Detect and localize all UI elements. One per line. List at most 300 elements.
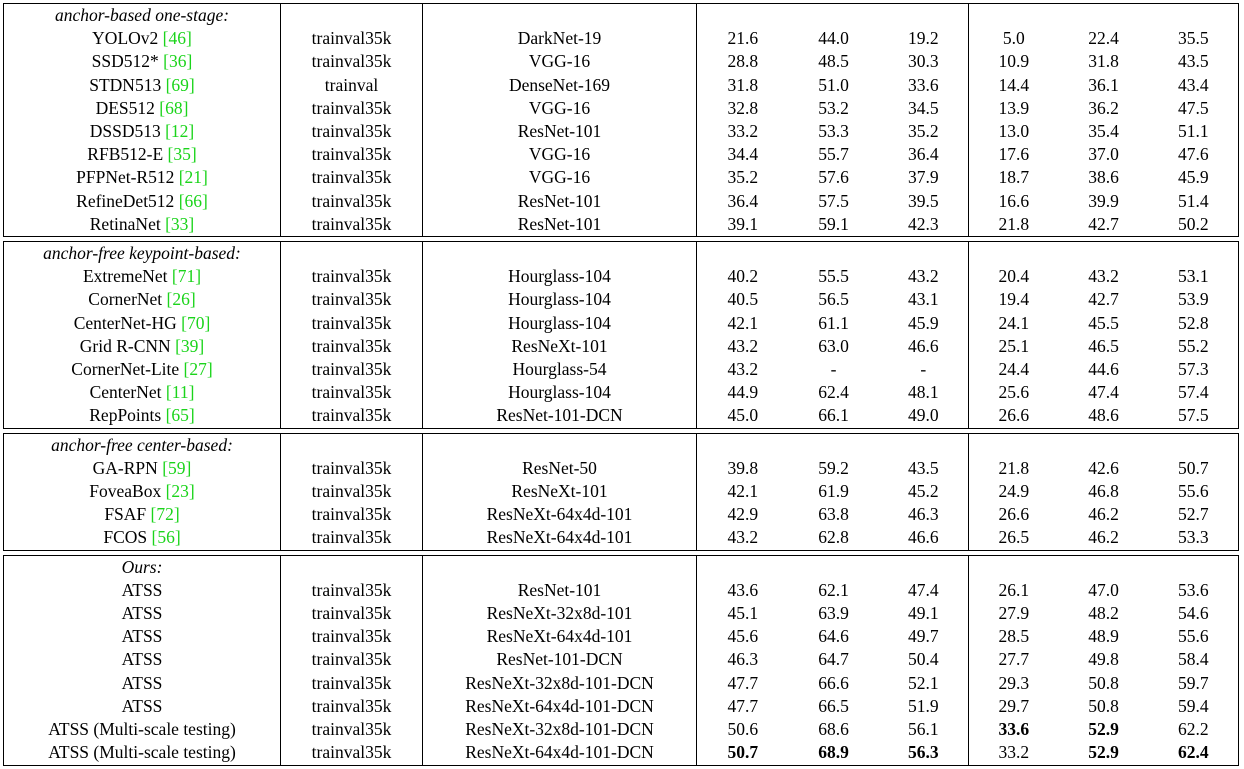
metric-value: 68.9 — [818, 742, 849, 763]
metric-value: 56.1 — [907, 719, 939, 740]
metric-value: 62.1 — [818, 579, 849, 600]
table-row — [4, 404, 1239, 428]
metric-value: 62.2 — [1177, 719, 1209, 740]
training-data: trainval35k — [311, 213, 392, 234]
metric-value: 48.6 — [1088, 405, 1119, 426]
metric-value: 66.6 — [818, 672, 849, 693]
metric-value: 30.3 — [907, 51, 939, 72]
empty-cell — [1059, 4, 1149, 28]
backbone-name: ResNet-101 — [517, 213, 602, 234]
method-name: RefineDet512 — [76, 190, 179, 211]
table-row — [4, 335, 1239, 358]
table-row — [4, 602, 1239, 625]
metric-value: 39.9 — [1088, 190, 1119, 211]
table-row — [4, 718, 1239, 741]
metric-cell — [969, 625, 1059, 648]
metric-value: 51.1 — [1177, 121, 1209, 142]
metric-cell — [789, 97, 879, 120]
method-name: GA-RPN — [92, 457, 163, 478]
training-data: trainval35k — [311, 672, 392, 693]
metric-cell — [969, 312, 1059, 335]
metric-cell — [1149, 312, 1239, 335]
backbone-cell — [423, 166, 697, 189]
metric-cell — [789, 625, 879, 648]
method-name: ATSS — [121, 695, 163, 716]
metric-value: 48.5 — [818, 51, 849, 72]
metric-value: 39.5 — [907, 190, 939, 211]
metric-value: 57.5 — [818, 190, 849, 211]
metric-value: 47.6 — [1177, 144, 1209, 165]
metric-cell — [1149, 695, 1239, 718]
metric-cell — [1149, 213, 1239, 237]
method-cell — [4, 625, 281, 648]
metric-cell — [697, 288, 789, 311]
backbone-cell — [423, 602, 697, 625]
metric-cell — [969, 358, 1059, 381]
metric-cell — [789, 213, 879, 237]
empty-cell — [789, 242, 879, 266]
table-row — [4, 166, 1239, 189]
section-header-row — [4, 242, 1239, 266]
metric-cell — [789, 120, 879, 143]
metric-value: 52.9 — [1088, 719, 1119, 740]
metric-cell — [1059, 503, 1149, 526]
method-name: FoveaBox — [89, 481, 166, 502]
metric-value: 55.6 — [1177, 481, 1209, 502]
metric-cell — [879, 27, 969, 50]
metric-cell — [1059, 143, 1149, 166]
empty-cell — [969, 555, 1059, 579]
backbone-cell — [423, 672, 697, 695]
metric-cell — [969, 741, 1059, 765]
metric-value: 46.6 — [907, 527, 939, 548]
data-cell — [281, 166, 423, 189]
metric-cell — [969, 672, 1059, 695]
method-name: RetinaNet — [89, 213, 166, 234]
backbone-cell — [423, 335, 697, 358]
metric-value: 49.0 — [907, 405, 939, 426]
method-cell — [4, 672, 281, 695]
method-cell — [4, 120, 281, 143]
metric-cell — [879, 695, 969, 718]
method-cell — [4, 526, 281, 550]
metric-cell — [1149, 503, 1239, 526]
metric-value: 43.4 — [1177, 74, 1209, 95]
backbone-name: ResNeXt-101 — [511, 335, 608, 356]
data-cell — [281, 143, 423, 166]
metric-cell — [697, 143, 789, 166]
metric-value: 52.8 — [1177, 312, 1209, 333]
table-row — [4, 695, 1239, 718]
metric-value: 43.2 — [727, 335, 759, 356]
metric-cell — [697, 120, 789, 143]
metric-cell — [1059, 718, 1149, 741]
data-cell — [281, 718, 423, 741]
metric-value: 66.1 — [818, 405, 849, 426]
backbone-cell — [423, 74, 697, 97]
metric-cell — [879, 404, 969, 428]
backbone-cell — [423, 27, 697, 50]
training-data: trainval35k — [311, 649, 392, 670]
metric-value: 59.4 — [1177, 695, 1209, 716]
metric-cell — [789, 695, 879, 718]
metric-cell — [1149, 625, 1239, 648]
metric-value: 45.1 — [727, 603, 759, 624]
method-name: ATSS — [121, 649, 163, 670]
metric-value: 62.8 — [818, 527, 849, 548]
training-data: trainval35k — [311, 719, 392, 740]
table-row — [4, 503, 1239, 526]
metric-cell — [969, 97, 1059, 120]
metric-cell — [1149, 74, 1239, 97]
metric-value: 51.9 — [907, 695, 939, 716]
empty-cell — [697, 555, 789, 579]
metric-value: 57.4 — [1177, 382, 1209, 403]
backbone-name: ResNeXt-64x4d-101 — [486, 504, 633, 525]
metric-value: 59.2 — [818, 457, 849, 478]
metric-value: 21.8 — [998, 213, 1030, 234]
metric-cell — [879, 335, 969, 358]
metric-value: 21.6 — [727, 28, 759, 49]
metric-cell — [789, 143, 879, 166]
table-row — [4, 74, 1239, 97]
metric-cell — [789, 312, 879, 335]
metric-value: 27.9 — [998, 603, 1030, 624]
metric-value: 26.1 — [998, 579, 1030, 600]
metric-cell — [697, 190, 789, 213]
method-name: ATSS (Multi-scale testing) — [48, 719, 236, 740]
backbone-name: Hourglass-54 — [512, 359, 607, 380]
metric-value: - — [830, 359, 837, 380]
empty-cell — [789, 433, 879, 457]
metric-cell — [789, 50, 879, 73]
method-name: YOLOv2 — [92, 28, 163, 49]
data-cell — [281, 265, 423, 288]
table-row — [4, 97, 1239, 120]
metric-value: 56.3 — [907, 742, 939, 763]
backbone-name: ResNeXt-64x4d-101-DCN — [465, 695, 654, 716]
metric-value: 35.5 — [1177, 28, 1209, 49]
training-data: trainval35k — [311, 579, 392, 600]
backbone-name: ResNet-101-DCN — [496, 649, 623, 670]
method-cell — [4, 312, 281, 335]
backbone-name: ResNeXt-64x4d-101-DCN — [465, 742, 654, 763]
citation-link: [36] — [163, 51, 193, 72]
metric-value: 5.0 — [1002, 28, 1025, 49]
metric-value: 31.8 — [1088, 51, 1119, 72]
metric-value: 53.2 — [818, 97, 849, 118]
metric-value: 48.1 — [907, 382, 939, 403]
metric-cell — [879, 672, 969, 695]
metric-value: 27.7 — [998, 649, 1030, 670]
metric-cell — [969, 503, 1059, 526]
metric-cell — [789, 579, 879, 602]
training-data: trainval — [324, 74, 379, 95]
metric-cell — [879, 602, 969, 625]
backbone-cell — [423, 97, 697, 120]
metric-value: 36.1 — [1088, 74, 1119, 95]
metric-value: 49.7 — [907, 626, 939, 647]
section-header-row — [4, 433, 1239, 457]
metric-cell — [879, 741, 969, 765]
metric-cell — [1149, 335, 1239, 358]
metric-value: 55.6 — [1177, 626, 1209, 647]
metric-cell — [969, 120, 1059, 143]
metric-value: 33.2 — [727, 121, 759, 142]
metric-value: 50.8 — [1088, 672, 1119, 693]
metric-cell — [969, 381, 1059, 404]
backbone-name: ResNet-101-DCN — [496, 405, 623, 426]
metric-value: 43.2 — [727, 527, 759, 548]
metric-value: 33.6 — [907, 74, 939, 95]
metric-cell — [879, 50, 969, 73]
metric-cell — [697, 625, 789, 648]
backbone-name: Hourglass-104 — [508, 266, 611, 287]
metric-cell — [789, 74, 879, 97]
metric-cell — [879, 381, 969, 404]
method-cell — [4, 579, 281, 602]
metric-value: 35.2 — [907, 121, 939, 142]
metric-cell — [789, 718, 879, 741]
metric-value: 25.1 — [998, 335, 1030, 356]
metric-value: 42.9 — [727, 504, 759, 525]
metric-cell — [1149, 358, 1239, 381]
citation-link: [21] — [178, 167, 208, 188]
training-data: trainval35k — [311, 457, 392, 478]
data-cell — [281, 381, 423, 404]
training-data: trainval35k — [311, 335, 392, 356]
metric-value: 53.3 — [818, 121, 849, 142]
metric-value: 26.6 — [998, 405, 1030, 426]
empty-cell — [697, 242, 789, 266]
metric-cell — [697, 602, 789, 625]
metric-cell — [1149, 50, 1239, 73]
metric-value: 28.8 — [727, 51, 759, 72]
method-name: DES512 — [95, 97, 160, 118]
section-header-cell — [4, 555, 281, 579]
empty-cell — [969, 242, 1059, 266]
metric-cell — [789, 335, 879, 358]
training-data: trainval35k — [311, 359, 392, 380]
metric-value: 57.3 — [1177, 359, 1209, 380]
metric-value: 43.5 — [1177, 51, 1209, 72]
metric-value: 52.1 — [907, 672, 939, 693]
data-cell — [281, 480, 423, 503]
empty-cell — [879, 242, 969, 266]
backbone-cell — [423, 288, 697, 311]
data-cell — [281, 648, 423, 671]
metric-value: 47.7 — [727, 672, 759, 693]
metric-value: 31.8 — [727, 74, 759, 95]
metric-cell — [789, 190, 879, 213]
backbone-cell — [423, 503, 697, 526]
citation-link: [39] — [175, 335, 205, 356]
metric-cell — [969, 166, 1059, 189]
data-cell — [281, 27, 423, 50]
metric-cell — [789, 288, 879, 311]
metric-value: 42.6 — [1088, 457, 1119, 478]
table-row — [4, 143, 1239, 166]
metric-cell — [969, 526, 1059, 550]
section-header-row — [4, 4, 1239, 28]
metric-value: 50.8 — [1088, 695, 1119, 716]
metric-value: 10.9 — [998, 51, 1030, 72]
metric-cell — [1059, 265, 1149, 288]
table-row — [4, 358, 1239, 381]
backbone-name: ResNet-101 — [517, 121, 602, 142]
metric-cell — [789, 602, 879, 625]
metric-cell — [969, 190, 1059, 213]
table-row — [4, 50, 1239, 73]
metric-value: 36.4 — [727, 190, 759, 211]
metric-cell — [1149, 579, 1239, 602]
backbone-cell — [423, 404, 697, 428]
empty-cell — [789, 555, 879, 579]
metric-cell — [1149, 457, 1239, 480]
metric-cell — [1059, 74, 1149, 97]
data-cell — [281, 741, 423, 765]
data-cell — [281, 695, 423, 718]
metric-cell — [1149, 718, 1239, 741]
metric-cell — [969, 265, 1059, 288]
data-cell — [281, 120, 423, 143]
metric-value: 44.0 — [818, 28, 849, 49]
metric-value: 53.1 — [1177, 266, 1209, 287]
metric-value: 45.9 — [1177, 167, 1209, 188]
section-header-cell — [4, 4, 281, 28]
training-data: trainval35k — [311, 167, 392, 188]
backbone-cell — [423, 741, 697, 765]
table-row — [4, 27, 1239, 50]
data-cell — [281, 503, 423, 526]
table-row — [4, 625, 1239, 648]
metric-cell — [697, 672, 789, 695]
backbone-cell — [423, 718, 697, 741]
metric-cell — [1149, 120, 1239, 143]
data-cell — [281, 526, 423, 550]
metric-value: 43.2 — [907, 266, 939, 287]
backbone-cell — [423, 648, 697, 671]
method-cell — [4, 602, 281, 625]
empty-cell — [879, 4, 969, 28]
empty-cell — [281, 433, 423, 457]
empty-cell — [969, 433, 1059, 457]
metric-cell — [1059, 335, 1149, 358]
citation-link: [69] — [165, 74, 195, 95]
metric-cell — [879, 625, 969, 648]
metric-cell — [1149, 672, 1239, 695]
method-cell — [4, 718, 281, 741]
table-row — [4, 288, 1239, 311]
backbone-cell — [423, 213, 697, 237]
metric-value: 18.7 — [998, 167, 1030, 188]
metric-value: 13.0 — [998, 121, 1030, 142]
method-cell — [4, 358, 281, 381]
metric-value: 34.5 — [907, 97, 939, 118]
metric-value: 46.5 — [1088, 335, 1119, 356]
backbone-name: VGG-16 — [528, 167, 591, 188]
data-cell — [281, 50, 423, 73]
empty-cell — [1059, 433, 1149, 457]
method-cell — [4, 265, 281, 288]
metric-value: 50.7 — [727, 742, 759, 763]
citation-link: [70] — [181, 312, 211, 333]
method-cell — [4, 381, 281, 404]
method-cell — [4, 503, 281, 526]
section-header: Ours: — [121, 556, 163, 577]
table-row — [4, 648, 1239, 671]
backbone-name: ResNeXt-32x8d-101-DCN — [465, 719, 654, 740]
metric-cell — [789, 404, 879, 428]
method-name: CenterNet-HG — [73, 312, 182, 333]
backbone-cell — [423, 381, 697, 404]
metric-cell — [879, 120, 969, 143]
metric-cell — [1059, 166, 1149, 189]
training-data: trainval35k — [311, 51, 392, 72]
metric-value: 16.6 — [998, 190, 1030, 211]
metric-value: 39.8 — [727, 457, 759, 478]
metric-cell — [697, 358, 789, 381]
metric-cell — [969, 27, 1059, 50]
metric-cell — [697, 718, 789, 741]
metric-cell — [1149, 381, 1239, 404]
metric-cell — [1059, 672, 1149, 695]
metric-value: 42.1 — [727, 312, 759, 333]
metric-cell — [1059, 358, 1149, 381]
metric-cell — [969, 143, 1059, 166]
metric-cell — [697, 27, 789, 50]
data-cell — [281, 358, 423, 381]
metric-cell — [1149, 265, 1239, 288]
metric-cell — [879, 480, 969, 503]
data-cell — [281, 190, 423, 213]
metric-value: 25.6 — [998, 382, 1030, 403]
metric-value: 46.2 — [1088, 527, 1119, 548]
metric-cell — [879, 190, 969, 213]
section-header-cell — [4, 433, 281, 457]
method-name: CenterNet — [89, 382, 166, 403]
metric-cell — [1149, 27, 1239, 50]
metric-value: 63.9 — [818, 603, 849, 624]
training-data: trainval35k — [311, 603, 392, 624]
method-name: CornerNet — [88, 289, 167, 310]
method-cell — [4, 404, 281, 428]
metric-cell — [879, 265, 969, 288]
metric-value: 32.8 — [727, 97, 759, 118]
citation-link: [68] — [159, 97, 189, 118]
metric-value: 46.3 — [727, 649, 759, 670]
backbone-name: ResNeXt-101 — [511, 481, 608, 502]
metric-cell — [697, 381, 789, 404]
metric-value: 53.6 — [1177, 579, 1209, 600]
results-table — [3, 3, 1239, 766]
metric-value: 48.2 — [1088, 603, 1119, 624]
metric-cell — [789, 526, 879, 550]
metric-value: 47.4 — [907, 579, 939, 600]
training-data: trainval35k — [311, 382, 392, 403]
metric-cell — [697, 741, 789, 765]
metric-cell — [879, 648, 969, 671]
metric-cell — [1149, 166, 1239, 189]
metric-cell — [1059, 602, 1149, 625]
metric-cell — [789, 27, 879, 50]
metric-value: 46.8 — [1088, 481, 1119, 502]
method-name: SSD512* — [91, 51, 164, 72]
empty-cell — [1149, 555, 1239, 579]
data-cell — [281, 457, 423, 480]
metric-value: 43.2 — [1088, 266, 1119, 287]
metric-cell — [879, 288, 969, 311]
